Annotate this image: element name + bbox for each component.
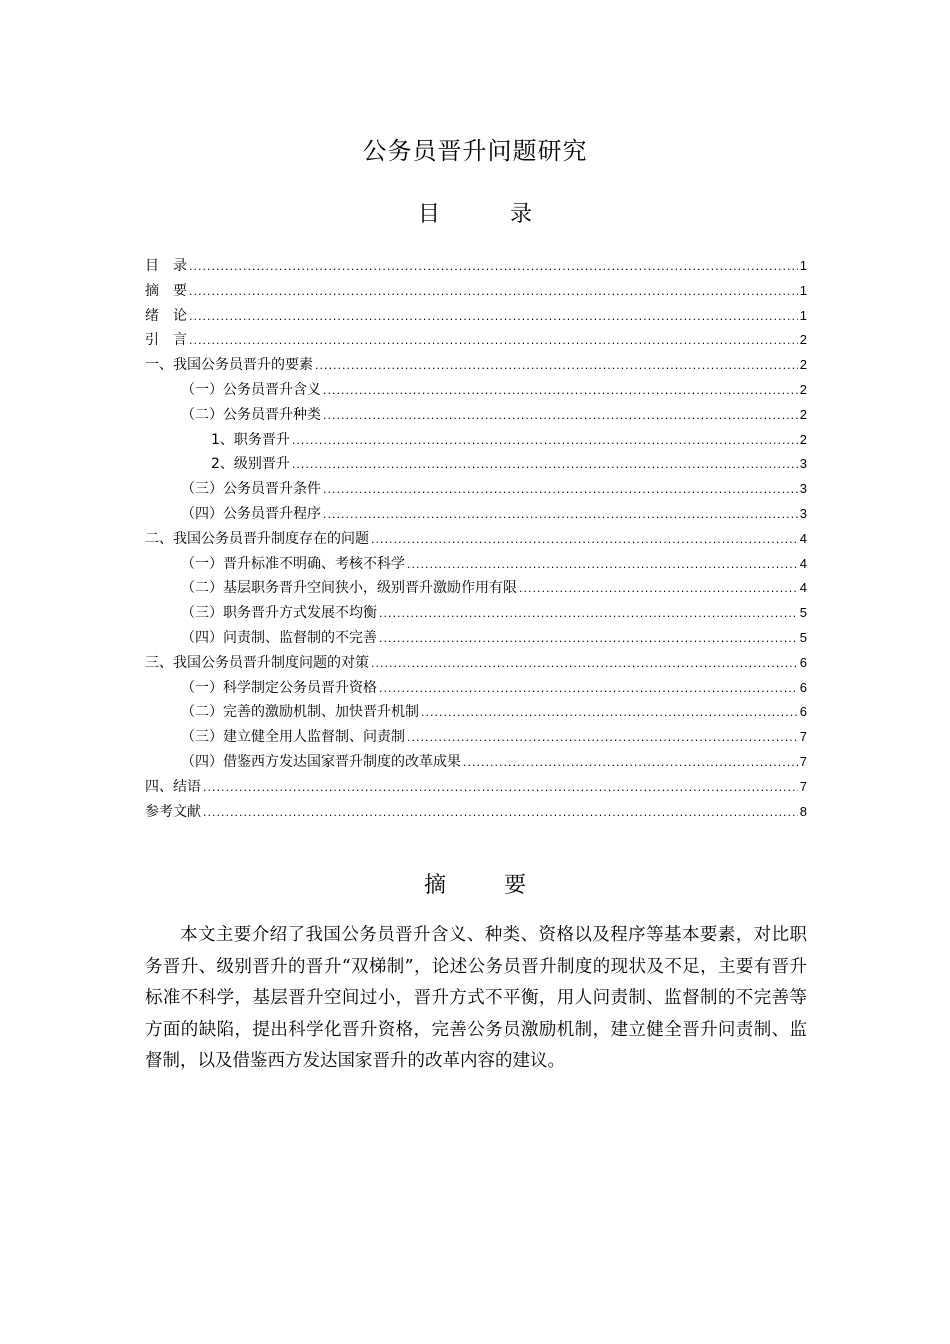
toc-entry-page: 2 — [799, 406, 807, 422]
toc-entry[interactable] — [145, 353, 807, 378]
toc-entry-label: 四、结语 — [145, 778, 201, 795]
toc-entry[interactable] — [145, 477, 807, 502]
toc-entry-page: 4 — [799, 555, 807, 571]
toc-leader-dots — [292, 429, 798, 454]
toc-entry[interactable] — [145, 800, 807, 825]
toc-entry-page: 1 — [799, 258, 807, 273]
toc-entry-label: （四）公务员晋升程序 — [181, 505, 321, 522]
toc-entry-label: 2、级别晋升 — [211, 456, 290, 473]
toc-entry-label: 三、我国公务员晋升制度问题的对策 — [145, 654, 369, 671]
table-of-contents — [145, 254, 807, 824]
toc-entry[interactable] — [145, 676, 807, 701]
toc-entry[interactable] — [145, 626, 807, 651]
toc-entry[interactable] — [145, 279, 807, 304]
toc-entry[interactable] — [145, 403, 807, 428]
toc-entry-label: 参考文献 — [145, 803, 201, 820]
toc-entry-label: （二）基层职务晋升空间狭小，级别晋升激励作用有限 — [181, 580, 517, 597]
toc-leader-dots — [189, 255, 798, 280]
toc-entry[interactable] — [145, 254, 807, 279]
toc-entry-page: 7 — [799, 753, 807, 769]
toc-entry-label: （四）问责制、监督制的不完善 — [181, 629, 377, 646]
toc-entry[interactable] — [145, 428, 807, 453]
toc-heading: 目 录 — [417, 202, 556, 227]
toc-entry[interactable] — [145, 502, 807, 527]
toc-entry[interactable] — [145, 750, 807, 775]
toc-leader-dots — [203, 801, 798, 826]
toc-leader-dots — [379, 627, 798, 652]
toc-entry-page: 8 — [799, 803, 807, 819]
toc-leader-dots — [379, 677, 798, 702]
toc-entry-page: 3 — [799, 456, 807, 472]
toc-entry[interactable] — [145, 527, 807, 552]
toc-entry-page: 7 — [799, 778, 807, 794]
toc-leader-dots — [189, 329, 798, 354]
toc-entry-page: 6 — [799, 654, 807, 670]
toc-leader-dots — [371, 528, 798, 553]
toc-entry-page: 3 — [799, 505, 807, 521]
toc-entry-page: 2 — [799, 431, 807, 447]
toc-entry[interactable] — [145, 452, 807, 477]
toc-entry-page: 7 — [799, 729, 807, 745]
toc-leader-dots — [292, 453, 798, 478]
toc-entry-label: （一）公务员晋升含义 — [181, 381, 321, 398]
abstract-body: 本文主要介绍了我国公务员晋升含义、种类、资格以及程序等基本要素，对比职务晋升、级别晋升的晋升“双梯制”，论述公务员晋升制度的现状及不足，主要有晋升标准不科学，基层晋升空间过小，晋升方式不平衡，用人问责制、监督制的不完善等方面的缺陷，提出科学化晋升资格，完善公务员激励机制，建立健全晋升问责制、监督制，以及借鉴西方发达国家晋升的改革内容的建议。 — [145, 925, 807, 1072]
toc-entry-label: （三）公务员晋升条件 — [181, 481, 321, 498]
toc-entry-label: 1、职务晋升 — [211, 431, 290, 448]
document-title: 公务员晋升问题研究 — [362, 137, 588, 165]
toc-entry[interactable] — [145, 700, 807, 725]
toc-entry-label: 绪 论 — [145, 307, 187, 324]
toc-leader-dots — [421, 701, 798, 726]
toc-entry-page: 4 — [799, 530, 807, 546]
toc-entry-page: 5 — [799, 629, 807, 645]
toc-leader-dots — [189, 280, 798, 305]
toc-leader-dots — [323, 379, 798, 404]
toc-leader-dots — [371, 652, 798, 677]
toc-entry[interactable] — [145, 576, 807, 601]
toc-leader-dots — [407, 553, 798, 578]
toc-entry-page: 4 — [799, 580, 807, 596]
toc-entry-label: （一）晋升标准不明确、考核不科学 — [181, 555, 405, 572]
toc-entry-page: 1 — [799, 307, 807, 323]
toc-entry[interactable] — [145, 651, 807, 676]
toc-entry[interactable] — [145, 304, 807, 329]
toc-leader-dots — [323, 404, 798, 429]
toc-leader-dots — [407, 726, 798, 751]
toc-leader-dots — [519, 577, 798, 602]
toc-entry-label: （三）建立健全用人监督制、问责制 — [181, 729, 405, 746]
toc-entry[interactable] — [145, 775, 807, 800]
toc-entry[interactable] — [145, 328, 807, 353]
toc-entry-label: （二）公务员晋升种类 — [181, 406, 321, 423]
toc-entry[interactable] — [145, 378, 807, 403]
toc-entry[interactable] — [145, 552, 807, 577]
abstract-heading: 摘 要 — [423, 873, 544, 898]
toc-entry-label: 二、我国公务员晋升制度存在的问题 — [145, 530, 369, 547]
toc-entry-label: 引 言 — [145, 332, 187, 349]
toc-leader-dots — [203, 776, 798, 801]
toc-entry-page: 2 — [799, 332, 807, 348]
toc-entry[interactable] — [145, 601, 807, 626]
toc-leader-dots — [315, 354, 798, 379]
toc-entry-label: 目 录 — [145, 258, 187, 274]
toc-entry-label: （三）职务晋升方式发展不均衡 — [181, 605, 377, 622]
toc-entry-label: 一、我国公务员晋升的要素 — [145, 357, 313, 374]
toc-entry-label: （四）借鉴西方发达国家晋升制度的改革成果 — [181, 753, 461, 770]
toc-entry-label: （二）完善的激励机制、加快晋升机制 — [181, 704, 419, 721]
toc-leader-dots — [189, 305, 798, 330]
toc-entry-page: 2 — [799, 381, 807, 397]
toc-leader-dots — [463, 751, 798, 776]
toc-entry-page: 3 — [799, 481, 807, 497]
toc-entry-page: 6 — [799, 679, 807, 695]
toc-entry-label: 摘 要 — [145, 282, 187, 299]
toc-leader-dots — [323, 503, 798, 528]
toc-entry[interactable] — [145, 725, 807, 750]
toc-entry-label: （一）科学制定公务员晋升资格 — [181, 679, 377, 696]
toc-entry-page: 2 — [799, 357, 807, 373]
toc-entry-page: 5 — [799, 605, 807, 621]
toc-leader-dots — [323, 478, 798, 503]
toc-leader-dots — [379, 602, 798, 627]
toc-entry-page: 1 — [799, 282, 807, 298]
toc-entry-page: 6 — [799, 704, 807, 720]
